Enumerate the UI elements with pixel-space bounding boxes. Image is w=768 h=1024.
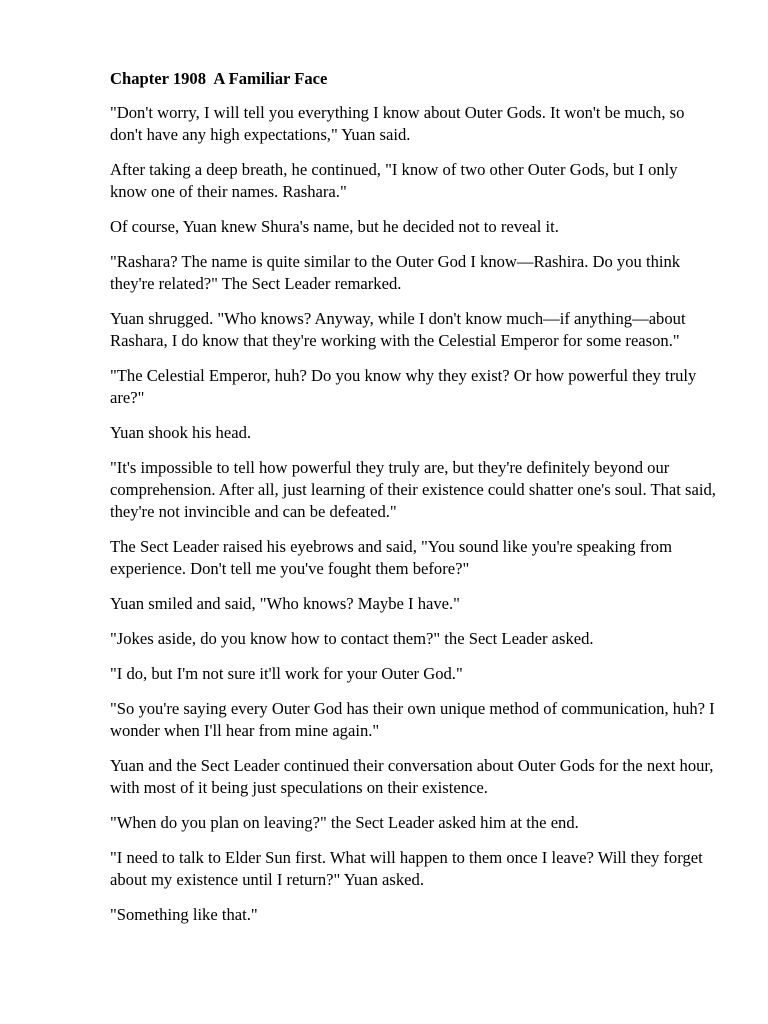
paragraph: "The Celestial Emperor, huh? Do you know why they exist? Or how powerful they truly are?"	[110, 366, 697, 407]
paragraph: "When do you plan on leaving?" the Sect Leader asked him at the end.	[110, 813, 579, 832]
paragraph: "It's impossible to tell how powerful they truly are, but they're definitely beyond our comprehension. After all, just learning of their existence could shatter one's soul. That said, they're not invincible and can be defeated."	[110, 458, 716, 521]
paragraph: Yuan shrugged. "Who knows? Anyway, while I don't know much—if anything—about Rashara, I do know that they're working with the Celestial Emperor for some reason."	[110, 309, 686, 350]
paragraph: "Jokes aside, do you know how to contact them?" the Sect Leader asked.	[110, 629, 594, 648]
paragraph: Yuan smiled and said, "Who knows? Maybe I have."	[110, 594, 460, 613]
paragraph: "I need to talk to Elder Sun first. What will happen to them once I leave? Will they forget about my existence until I return?" Yuan asked.	[110, 848, 703, 889]
chapter-title: Chapter 1908 A Familiar Face	[110, 69, 328, 88]
paragraph: "Something like that."	[110, 905, 258, 924]
paragraph: "Rashara? The name is quite similar to the Outer God I know—Rashira. Do you think they're related?" The Sect Leader remarked.	[110, 252, 681, 293]
paragraph: Yuan and the Sect Leader continued their conversation about Outer Gods for the next hour, with most of it being just speculations on their existence.	[110, 756, 714, 797]
paragraph: Yuan shook his head.	[110, 423, 252, 442]
paragraph: "Don't worry, I will tell you everything I know about Outer Gods. It won't be much, so don't have any high expectations," Yuan said.	[110, 103, 685, 144]
paragraph: After taking a deep breath, he continued, "I know of two other Outer Gods, but I only know one of their names. Rashara."	[110, 160, 678, 201]
paragraph: The Sect Leader raised his eyebrows and said, "You sound like you're speaking from experience. Don't tell me you've fought them before?"	[110, 537, 672, 578]
paragraph: Of course, Yuan knew Shura's name, but he decided not to reveal it.	[110, 217, 559, 236]
paragraph: "So you're saying every Outer God has their own unique method of communication, huh? I wonder when I'll hear from mine again."	[110, 699, 715, 740]
paragraph: "I do, but I'm not sure it'll work for your Outer God."	[110, 664, 463, 683]
document-page	[110, 68, 716, 939]
